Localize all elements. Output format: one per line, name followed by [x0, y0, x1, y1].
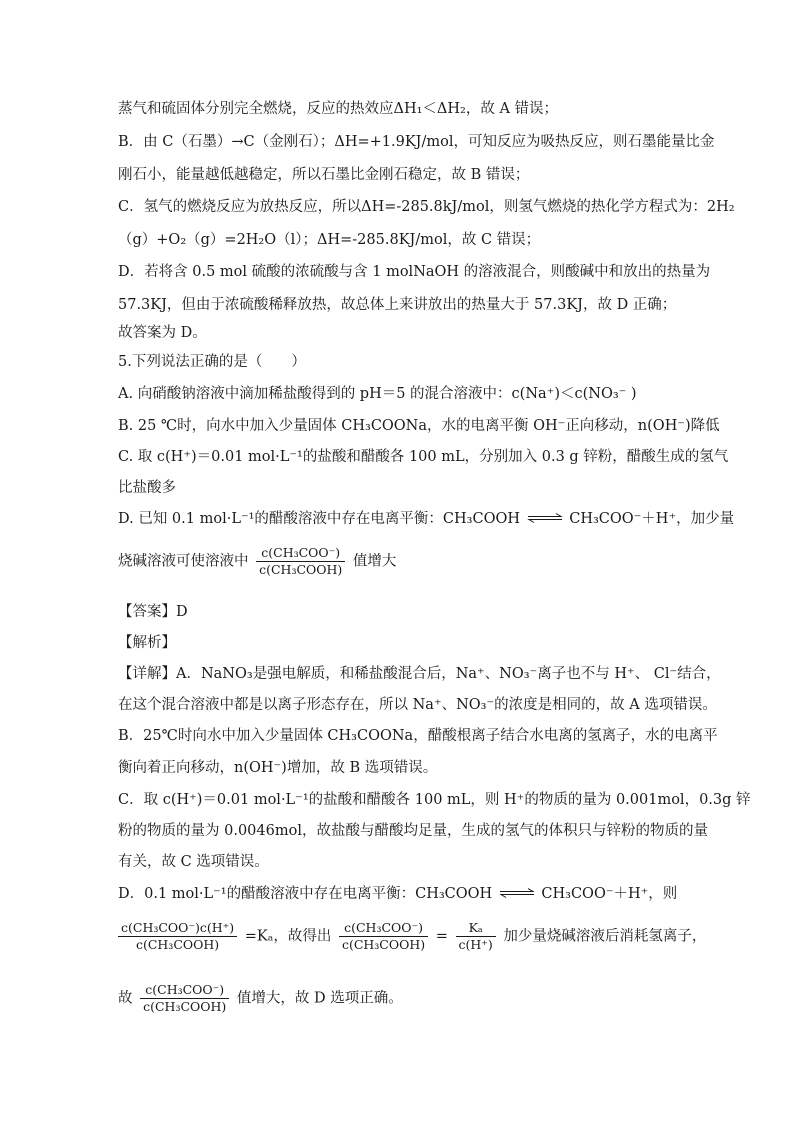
analysis-heading: 【解析】: [118, 635, 176, 651]
equilibrium-arrow-icon: [499, 884, 535, 904]
formula-line: [118, 920, 706, 953]
option-d-text: D. 已知 0.1 mol·L⁻¹的醋酸溶液中存在电离平衡：CH₃COOH: [118, 511, 520, 527]
option-d-text-2: CH₃COO⁻＋H⁺，加少量: [569, 511, 735, 527]
text-line: B．25℃时向水中加入少量固体 CH₃COONa，醋酸根离子结合水电离的氢离子，水的电离平: [118, 728, 718, 744]
text-line: 【详解】A．NaNO₃是强电解质，和稀盐酸混合后，Na⁺、NO₃⁻离子也不与 H⁺、 Cl⁻结合，: [118, 666, 721, 682]
fraction: [140, 982, 229, 1015]
fraction-denominator: c(CH₃COOH): [135, 937, 220, 952]
text-line: 刚石小，能量越低越稳定，所以石墨比金刚石稳定，故 B 错误；: [118, 167, 530, 183]
text-line: 故答案为 D。: [118, 325, 207, 341]
analysis-d-text-2: CH₃COO⁻＋H⁺，则: [541, 886, 678, 902]
option-d-text-4: 值增大: [352, 553, 397, 570]
fraction: [256, 545, 345, 578]
formula-text-4: 值增大，故 D 选项正确。: [236, 990, 403, 1007]
text-line: C．取 c(H⁺)＝0.01 mol·L⁻¹的盐酸和醋酸各 100 mL，则 H⁺的物质的量为 0.001mol，0.3g 锌: [118, 792, 751, 808]
fraction-denominator: c(H⁺): [458, 937, 493, 952]
text-line: [118, 884, 677, 904]
text-line: 粉的物质的量为 0.0046mol，故盐酸与醋酸均足量，生成的氢气的体积只与锌粉的物质的量: [118, 823, 708, 839]
option-d: [118, 509, 734, 529]
text-line: 57.3KJ，但由于浓硫酸稀释放热，故总体上来讲放出的热量大于 57.3KJ，故 D 正确；: [118, 297, 677, 313]
text-line: 衡向着正向移动，n(OH⁻)增加，故 B 选项错误。: [118, 760, 438, 776]
analysis-d-text: D．0.1 mol·L⁻¹的醋酸溶液中存在电离平衡：CH₃COOH: [118, 886, 493, 902]
fraction: [456, 920, 496, 953]
text-line: （g）+O₂（g）=2H₂O（l）；ΔH=-285.8KJ/mol，故 C 错误；: [118, 232, 541, 248]
text-line: 蒸气和硫固体分别完全燃烧，反应的热效应ΔH₁＜ΔH₂，故 A 错误；: [118, 101, 559, 117]
fraction-denominator: c(CH₃COOH): [143, 999, 227, 1014]
formula-equals: =: [435, 928, 448, 945]
fraction-denominator: c(CH₃COOH): [259, 562, 343, 577]
fraction-numerator: Kₐ: [456, 920, 496, 937]
text-line: 有关，故 C 选项错误。: [118, 854, 269, 870]
fraction-numerator: c(CH₃COO⁻): [140, 982, 229, 999]
option-a: A. 向硝酸钠溶液中滴加稀盐酸得到的 pH＝5 的混合溶液中：c(Na⁺)＜c(NO₃⁻ ): [118, 386, 637, 402]
equilibrium-arrow-icon: [527, 509, 563, 529]
fraction-numerator: c(CH₃COO⁻): [256, 545, 345, 562]
text-line: D．若将含 0.5 mol 硫酸的浓硫酸与含 1 molNaOH 的溶液混合，则酸碱中和放出的热量为: [118, 264, 711, 280]
text-line: 在这个混合溶液中都是以离子形态存在，所以 Na⁺、NO₃⁻的浓度是相同的，故 A 选项错误。: [118, 697, 717, 713]
text-line: C．氢气的燃烧反应为放热反应，所以ΔH=-285.8kJ/mol，则氢气燃烧的热化学方程式为：2H₂: [118, 199, 735, 215]
formula-text-2: 加少量烧碱溶液后消耗氢离子，: [503, 928, 707, 945]
option-c: C. 取 c(H⁺)＝0.01 mol·L⁻¹的盐酸和醋酸各 100 mL，分别加入 0.3 g 锌粉，醋酸生成的氢气: [118, 449, 729, 465]
option-d-text-3: 烧碱溶液可使溶液中: [118, 553, 249, 570]
formula-line: [118, 982, 403, 1015]
fraction: [339, 920, 428, 953]
fraction-numerator: c(CH₃COO⁻)c(H⁺): [118, 920, 237, 937]
text-line: B．由 C（石墨）→C（金刚石）；ΔH=+1.9KJ/mol，可知反应为吸热反应，则石墨能量比金: [118, 134, 715, 150]
fraction-numerator: c(CH₃COO⁻): [339, 920, 428, 937]
answer-line: 【答案】D: [118, 604, 188, 620]
formula-text: =Kₐ，故得出: [244, 928, 332, 945]
option-b: B. 25 ℃时，向水中加入少量固体 CH₃COONa，水的电离平衡 OH⁻正向移动，n(OH⁻)降低: [118, 418, 720, 434]
question-stem: 5.下列说法正确的是（ ）: [118, 354, 306, 370]
fraction-denominator: c(CH₃COOH): [341, 937, 426, 952]
option-d-cont: [118, 545, 396, 578]
fraction: [118, 920, 237, 953]
formula-text-3: 故: [118, 990, 133, 1007]
option-c-cont: 比盐酸多: [118, 480, 176, 496]
